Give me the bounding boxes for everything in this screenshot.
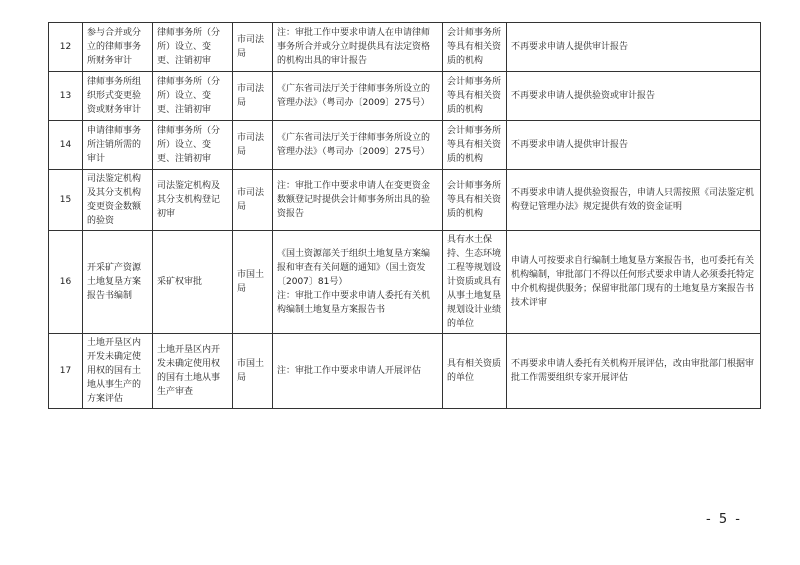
row-number: 15 [49,170,83,231]
row-number: 14 [49,121,83,170]
approval-item: 律师事务所（分所）设立、变更、注销初审 [153,121,233,170]
page-number: - 5 - [706,512,742,527]
approval-item: 律师事务所（分所）设立、变更、注销初审 [153,23,233,72]
basis: 注：审批工作中要求申请人在申请律师事务所合并或分立时提供具有法定资格的机构出具的审计报告 [273,23,443,72]
provider: 会计师事务所等具有相关资质的机构 [443,72,507,121]
handling: 不再要求申请人提供验资报告，申请人只需按照《司法鉴定机构登记管理办法》规定提供有效的资金证明 [507,170,761,231]
provider: 会计师事务所等具有相关资质的机构 [443,121,507,170]
department: 市司法局 [233,23,273,72]
basis: 《广东省司法厅关于律师事务所设立的管理办法》（粤司办〔2009〕275号） [273,121,443,170]
approval-item: 律师事务所（分所）设立、变更、注销初审 [153,72,233,121]
table-row [49,121,761,170]
row-number: 12 [49,23,83,72]
basis: 注：审批工作中要求申请人在变更资金数额登记时提供会计师事务所出具的验资报告 [273,170,443,231]
row-number: 16 [49,231,83,334]
table-row [49,23,761,72]
provider: 具有相关资质的单位 [443,334,507,409]
table-row [49,170,761,231]
basis: 《广东省司法厅关于律师事务所设立的管理办法》（粤司办〔2009〕275号） [273,72,443,121]
department: 市司法局 [233,170,273,231]
basis: 注：审批工作中要求申请人开展评估 [273,334,443,409]
department: 市司法局 [233,72,273,121]
service-item: 司法鉴定机构及其分支机构变更资金数额的验资 [83,170,153,231]
approval-item: 土地开垦区内开发未确定使用权的国有土地从事生产审查 [153,334,233,409]
basis: 《国土资源部关于组织土地复垦方案编报和审查有关问题的通知》（国土资发〔2007〕81号） 注：审批工作中要求申请人委托有关机构编制土地复垦方案报告书 [273,231,443,334]
provider: 会计师事务所等具有相关资质的机构 [443,23,507,72]
handling: 不再要求申请人委托有关机构开展评估，改由审批部门根据审批工作需要组织专家开展评估 [507,334,761,409]
provider: 会计师事务所等具有相关资质的机构 [443,170,507,231]
service-item: 土地开垦区内开发未确定使用权的国有土地从事生产的方案评估 [83,334,153,409]
handling: 不再要求申请人提供验资或审计报告 [507,72,761,121]
department: 市国土局 [233,231,273,334]
provider: 具有水土保持、生态环境工程等规划设计资质或具有从事土地复垦规划设计业绩的单位 [443,231,507,334]
department: 市国土局 [233,334,273,409]
approval-item: 采矿权审批 [153,231,233,334]
table-row [49,72,761,121]
table-row [49,231,761,334]
item-table [48,22,761,409]
row-number: 17 [49,334,83,409]
service-item: 参与合并或分立的律师事务所财务审计 [83,23,153,72]
approval-item: 司法鉴定机构及其分支机构登记初审 [153,170,233,231]
handling: 不再要求申请人提供审计报告 [507,23,761,72]
service-item: 律师事务所组织形式变更验资或财务审计 [83,72,153,121]
row-number: 13 [49,72,83,121]
department: 市司法局 [233,121,273,170]
service-item: 申请律师事务所注销所需的审计 [83,121,153,170]
handling: 申请人可按要求自行编制土地复垦方案报告书，也可委托有关机构编制，审批部门不得以任何形式要求申请人必须委托特定中介机构提供服务；保留审批部门现有的土地复垦方案报告书技术评审 [507,231,761,334]
handling: 不再要求申请人提供审计报告 [507,121,761,170]
table-row [49,334,761,409]
service-item: 开采矿产资源土地复垦方案报告书编制 [83,231,153,334]
